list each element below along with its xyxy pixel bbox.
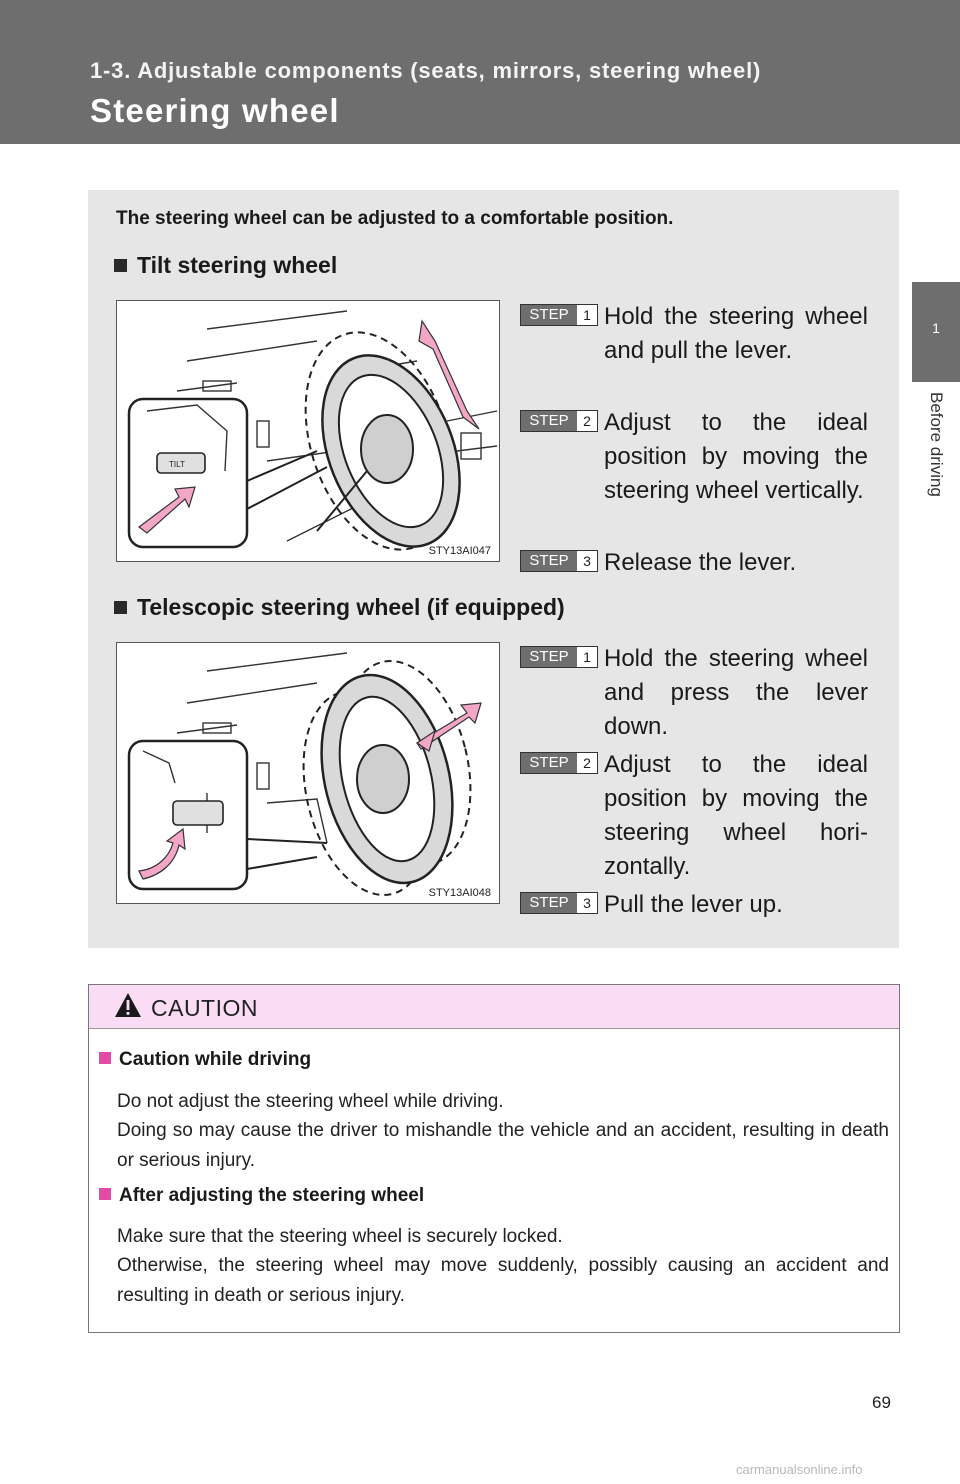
instructions-panel bbox=[88, 190, 899, 948]
tilt-step-3 bbox=[520, 546, 868, 580]
watermark: carmanualsonline.info bbox=[736, 1462, 863, 1477]
step-badge: STEP 3 bbox=[520, 550, 598, 572]
telescopic-step-1 bbox=[520, 642, 868, 744]
square-bullet-icon bbox=[99, 1052, 111, 1064]
telescopic-image-code: STY13AI048 bbox=[428, 887, 491, 899]
page-header bbox=[0, 0, 960, 144]
caution-header bbox=[89, 985, 899, 1029]
tilt-heading-text: Tilt steering wheel bbox=[137, 252, 338, 278]
step-badge: STEP 2 bbox=[520, 410, 598, 432]
step-text: Pull the lever up. bbox=[604, 891, 783, 918]
section-label: 1-3. Adjustable components (seats, mirrors, steering wheel) bbox=[90, 58, 762, 83]
tilt-heading bbox=[114, 252, 337, 279]
step-text: Release the lever. bbox=[604, 549, 797, 576]
step-badge: STEP 1 bbox=[520, 304, 598, 326]
page-number: 69 bbox=[872, 1393, 891, 1412]
caution-line: Doing so may cause the driver to mishandle the vehicle and an accident, resulting in death or serious injury. bbox=[117, 1120, 889, 1171]
caution-title: CAUTION bbox=[151, 995, 258, 1021]
caution-subhead-driving: Caution while driving bbox=[99, 1049, 311, 1071]
caution-line: Do not adjust the steering wheel while driving. bbox=[117, 1091, 504, 1112]
tilt-step-1 bbox=[520, 300, 868, 368]
warning-triangle-icon bbox=[113, 991, 143, 1019]
chapter-tab-label bbox=[912, 384, 960, 534]
caution-box bbox=[88, 984, 900, 1333]
telescopic-heading bbox=[114, 594, 565, 621]
tilt-illustration bbox=[116, 300, 500, 562]
tilt-step-2 bbox=[520, 406, 868, 508]
step-text: Hold the steering wheel and pull the lever. bbox=[604, 303, 868, 364]
caution-line: Otherwise, the steering wheel may move suddenly, possibly causing an accident and resulting in death or serious injury. bbox=[117, 1255, 889, 1306]
step-text: Hold the steering wheel and press the lever down. bbox=[604, 645, 868, 740]
telescopic-step-3 bbox=[520, 888, 868, 922]
step-badge: STEP 1 bbox=[520, 646, 598, 668]
page-title: Steering wheel bbox=[90, 92, 340, 129]
telescopic-illustration bbox=[116, 642, 500, 904]
telescopic-steering-drawing bbox=[117, 643, 500, 904]
step-badge: STEP 3 bbox=[520, 892, 598, 914]
step-badge: STEP 2 bbox=[520, 752, 598, 774]
chapter-tab: 1 bbox=[912, 282, 960, 382]
tilt-image-code: STY13AI047 bbox=[428, 545, 491, 557]
square-bullet-icon bbox=[114, 601, 127, 614]
intro-text: The steering wheel can be adjusted to a comfortable position. bbox=[116, 208, 674, 229]
tilt-lever-label: TILT bbox=[169, 460, 185, 469]
tilt-steering-drawing bbox=[117, 301, 500, 562]
step-text: Adjust to the ideal position by moving the steering wheel vertically. bbox=[604, 409, 868, 504]
chapter-label-text: Before driving bbox=[927, 392, 946, 497]
square-bullet-icon bbox=[114, 259, 127, 272]
telescopic-step-2 bbox=[520, 748, 868, 884]
caution-subhead-after: After adjusting the steering wheel bbox=[99, 1185, 424, 1207]
square-bullet-icon bbox=[99, 1188, 111, 1200]
telescopic-heading-text: Telescopic steering wheel (if equipped) bbox=[137, 594, 565, 620]
caution-line: Make sure that the steering wheel is securely locked. bbox=[117, 1226, 563, 1247]
step-text: Adjust to the ideal position by moving the steering wheel horizontally. bbox=[604, 751, 868, 880]
